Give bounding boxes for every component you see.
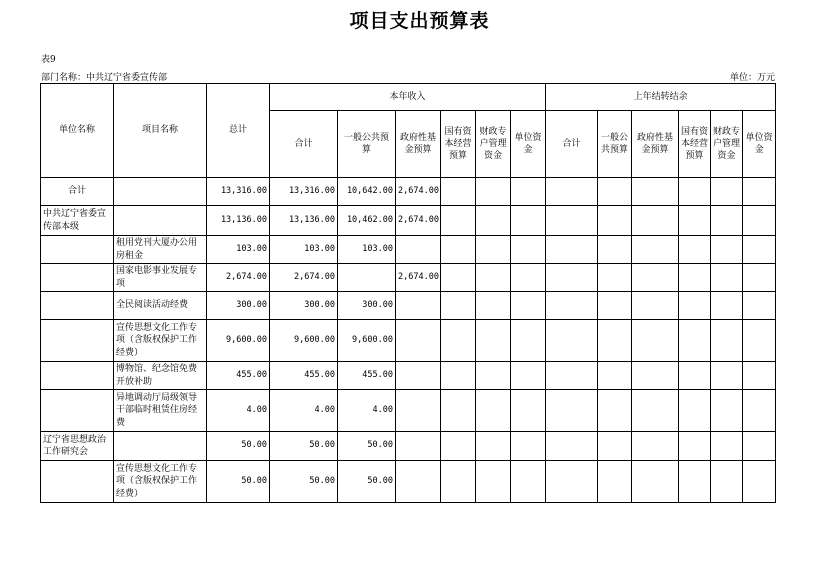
cell-empty <box>743 432 776 461</box>
cell-empty <box>679 236 711 264</box>
header-cur-unit-fund: 单位资金 <box>511 111 546 178</box>
cell-total: 9,600.00 <box>207 320 270 362</box>
cell-empty <box>632 461 679 503</box>
cell-empty <box>711 206 743 236</box>
cell-unit-name <box>41 320 114 362</box>
cell-current-sum: 300.00 <box>270 292 338 320</box>
header-cur-state-capital: 国有资本经营预算 <box>441 111 476 178</box>
header-carryover: 上年结转结余 <box>546 84 776 111</box>
cell-empty <box>632 320 679 362</box>
cell-empty <box>476 320 511 362</box>
cell-unit-name: 中共辽宁省委宣传部本级 <box>41 206 114 236</box>
cell-empty <box>441 292 476 320</box>
cell-empty <box>441 432 476 461</box>
cell-empty <box>632 432 679 461</box>
cell-empty <box>441 236 476 264</box>
cell-empty <box>743 178 776 206</box>
cell-empty <box>632 264 679 292</box>
cell-empty <box>511 236 546 264</box>
cell-empty <box>511 178 546 206</box>
cell-empty <box>632 206 679 236</box>
cell-empty <box>546 390 598 432</box>
cell-empty <box>441 206 476 236</box>
cell-gov-fund-budget <box>396 236 441 264</box>
cell-general-budget: 300.00 <box>338 292 396 320</box>
cell-empty <box>711 432 743 461</box>
cell-project-name <box>114 178 207 206</box>
table-row <box>41 236 776 264</box>
cell-general-budget: 455.00 <box>338 362 396 390</box>
header-co-sum: 合计 <box>546 111 598 178</box>
cell-current-sum: 455.00 <box>270 362 338 390</box>
cell-current-sum: 50.00 <box>270 461 338 503</box>
cell-empty <box>679 178 711 206</box>
cell-empty <box>441 362 476 390</box>
cell-empty <box>546 432 598 461</box>
cell-general-budget: 50.00 <box>338 432 396 461</box>
cell-general-budget: 50.00 <box>338 461 396 503</box>
cell-gov-fund-budget <box>396 390 441 432</box>
cell-empty <box>679 206 711 236</box>
header-co-gov-fund: 政府性基金预算 <box>632 111 679 178</box>
cell-total: 13,136.00 <box>207 206 270 236</box>
cell-empty <box>476 206 511 236</box>
cell-empty <box>546 178 598 206</box>
table-row <box>41 264 776 292</box>
table-row <box>41 292 776 320</box>
table-row <box>41 206 776 236</box>
cell-empty <box>598 178 632 206</box>
header-cur-special-fiscal: 财政专户管理资金 <box>476 111 511 178</box>
cell-empty <box>679 320 711 362</box>
cell-empty <box>441 178 476 206</box>
cell-empty <box>476 390 511 432</box>
table-row <box>41 362 776 390</box>
cell-empty <box>511 320 546 362</box>
cell-project-name: 租用党刊大厦办公用房租金 <box>114 236 207 264</box>
currency-unit: 单位：万元 <box>729 73 775 83</box>
table-row <box>41 390 776 432</box>
cell-empty <box>679 264 711 292</box>
cell-current-sum: 103.00 <box>270 236 338 264</box>
cell-unit-name <box>41 362 114 390</box>
cell-gov-fund-budget: 2,674.00 <box>396 264 441 292</box>
cell-empty <box>546 461 598 503</box>
cell-empty <box>598 362 632 390</box>
cell-empty <box>711 178 743 206</box>
cell-general-budget: 103.00 <box>338 236 396 264</box>
cell-total: 50.00 <box>207 461 270 503</box>
cell-general-budget: 10,642.00 <box>338 178 396 206</box>
page-title: 项目支出预算表 <box>349 10 490 32</box>
cell-empty <box>546 292 598 320</box>
cell-empty <box>511 206 546 236</box>
cell-gov-fund-budget <box>396 292 441 320</box>
cell-empty <box>546 264 598 292</box>
cell-empty <box>711 236 743 264</box>
cell-current-sum: 13,136.00 <box>270 206 338 236</box>
cell-unit-name <box>41 390 114 432</box>
cell-total: 50.00 <box>207 432 270 461</box>
table-row <box>41 320 776 362</box>
cell-empty <box>743 292 776 320</box>
cell-empty <box>711 264 743 292</box>
cell-unit-name: 辽宁省思想政治工作研究会 <box>41 432 114 461</box>
cell-project-name: 宣传思想文化工作专项（含版权保护工作经费） <box>114 320 207 362</box>
cell-empty <box>632 292 679 320</box>
cell-empty <box>476 432 511 461</box>
cell-empty <box>476 236 511 264</box>
table-row <box>41 461 776 503</box>
cell-project-name <box>114 206 207 236</box>
cell-empty <box>632 362 679 390</box>
cell-empty <box>511 461 546 503</box>
cell-empty <box>679 390 711 432</box>
cell-empty <box>679 461 711 503</box>
cell-total: 300.00 <box>207 292 270 320</box>
cell-empty <box>441 264 476 292</box>
table-number: 表9 <box>41 55 56 65</box>
cell-empty <box>711 461 743 503</box>
cell-empty <box>711 362 743 390</box>
cell-unit-name <box>41 292 114 320</box>
cell-empty <box>546 320 598 362</box>
cell-empty <box>743 390 776 432</box>
header-cur-gov-fund: 政府性基金预算 <box>396 111 441 178</box>
cell-empty <box>743 206 776 236</box>
cell-empty <box>743 264 776 292</box>
header-co-state-capital: 国有资本经营预算 <box>679 111 711 178</box>
cell-empty <box>743 362 776 390</box>
header-cur-general: 一般公共预算 <box>338 111 396 178</box>
cell-empty <box>476 362 511 390</box>
cell-total: 13,316.00 <box>207 178 270 206</box>
cell-empty <box>598 432 632 461</box>
cell-empty <box>511 390 546 432</box>
table-body <box>41 178 776 503</box>
cell-empty <box>632 390 679 432</box>
cell-empty <box>632 178 679 206</box>
department-name: 部门名称：中共辽宁省委宣传部 <box>41 73 168 83</box>
cell-project-name <box>114 432 207 461</box>
cell-empty <box>743 461 776 503</box>
header-total: 总计 <box>207 84 270 178</box>
cell-gov-fund-budget: 2,674.00 <box>396 178 441 206</box>
cell-empty <box>711 292 743 320</box>
cell-gov-fund-budget <box>396 362 441 390</box>
cell-empty <box>546 206 598 236</box>
cell-empty <box>679 432 711 461</box>
cell-general-budget: 10,462.00 <box>338 206 396 236</box>
cell-empty <box>511 264 546 292</box>
cell-current-sum: 9,600.00 <box>270 320 338 362</box>
cell-total: 4.00 <box>207 390 270 432</box>
cell-empty <box>476 264 511 292</box>
cell-project-name: 国家电影事业发展专项 <box>114 264 207 292</box>
cell-empty <box>598 264 632 292</box>
cell-total: 103.00 <box>207 236 270 264</box>
cell-empty <box>711 320 743 362</box>
cell-empty <box>598 206 632 236</box>
cell-current-sum: 50.00 <box>270 432 338 461</box>
header-project-name: 项目名称 <box>114 84 207 178</box>
cell-empty <box>441 390 476 432</box>
cell-current-sum: 2,674.00 <box>270 264 338 292</box>
header-current-income: 本年收入 <box>270 84 546 111</box>
cell-unit-name <box>41 236 114 264</box>
cell-empty <box>743 236 776 264</box>
cell-empty <box>632 236 679 264</box>
cell-gov-fund-budget: 2,674.00 <box>396 206 441 236</box>
cell-current-sum: 13,316.00 <box>270 178 338 206</box>
cell-empty <box>598 236 632 264</box>
cell-total: 455.00 <box>207 362 270 390</box>
cell-general-budget <box>338 264 396 292</box>
cell-empty <box>711 390 743 432</box>
table-row <box>41 432 776 461</box>
cell-project-name: 宣传思想文化工作专项（含版权保护工作经费） <box>114 461 207 503</box>
cell-empty <box>511 362 546 390</box>
cell-empty <box>511 292 546 320</box>
cell-empty <box>546 236 598 264</box>
cell-project-name: 异地调动厅局级领导干部临时租赁住房经费 <box>114 390 207 432</box>
cell-empty <box>476 292 511 320</box>
cell-unit-name <box>41 461 114 503</box>
cell-empty <box>598 320 632 362</box>
cell-empty <box>679 362 711 390</box>
cell-empty <box>476 178 511 206</box>
table-row <box>41 178 776 206</box>
cell-empty <box>441 461 476 503</box>
cell-empty <box>511 432 546 461</box>
cell-gov-fund-budget <box>396 320 441 362</box>
header-cur-sum: 合计 <box>270 111 338 178</box>
budget-table <box>40 83 776 503</box>
cell-current-sum: 4.00 <box>270 390 338 432</box>
header-co-special-fiscal: 财政专户管理资金 <box>711 111 743 178</box>
cell-project-name: 博物馆、纪念馆免费开放补助 <box>114 362 207 390</box>
cell-empty <box>679 292 711 320</box>
cell-total: 2,674.00 <box>207 264 270 292</box>
cell-project-name: 全民阅读活动经费 <box>114 292 207 320</box>
cell-empty <box>743 320 776 362</box>
cell-empty <box>441 320 476 362</box>
cell-empty <box>598 461 632 503</box>
cell-general-budget: 4.00 <box>338 390 396 432</box>
cell-empty <box>598 292 632 320</box>
cell-gov-fund-budget <box>396 461 441 503</box>
cell-unit-name: 合计 <box>41 178 114 206</box>
cell-gov-fund-budget <box>396 432 441 461</box>
header-co-general: 一般公共预算 <box>598 111 632 178</box>
cell-empty <box>598 390 632 432</box>
cell-unit-name <box>41 264 114 292</box>
header-unit-name: 单位名称 <box>41 84 114 178</box>
table-header <box>41 84 776 178</box>
cell-general-budget: 9,600.00 <box>338 320 396 362</box>
cell-empty <box>546 362 598 390</box>
header-co-unit-fund: 单位资金 <box>743 111 776 178</box>
cell-empty <box>476 461 511 503</box>
